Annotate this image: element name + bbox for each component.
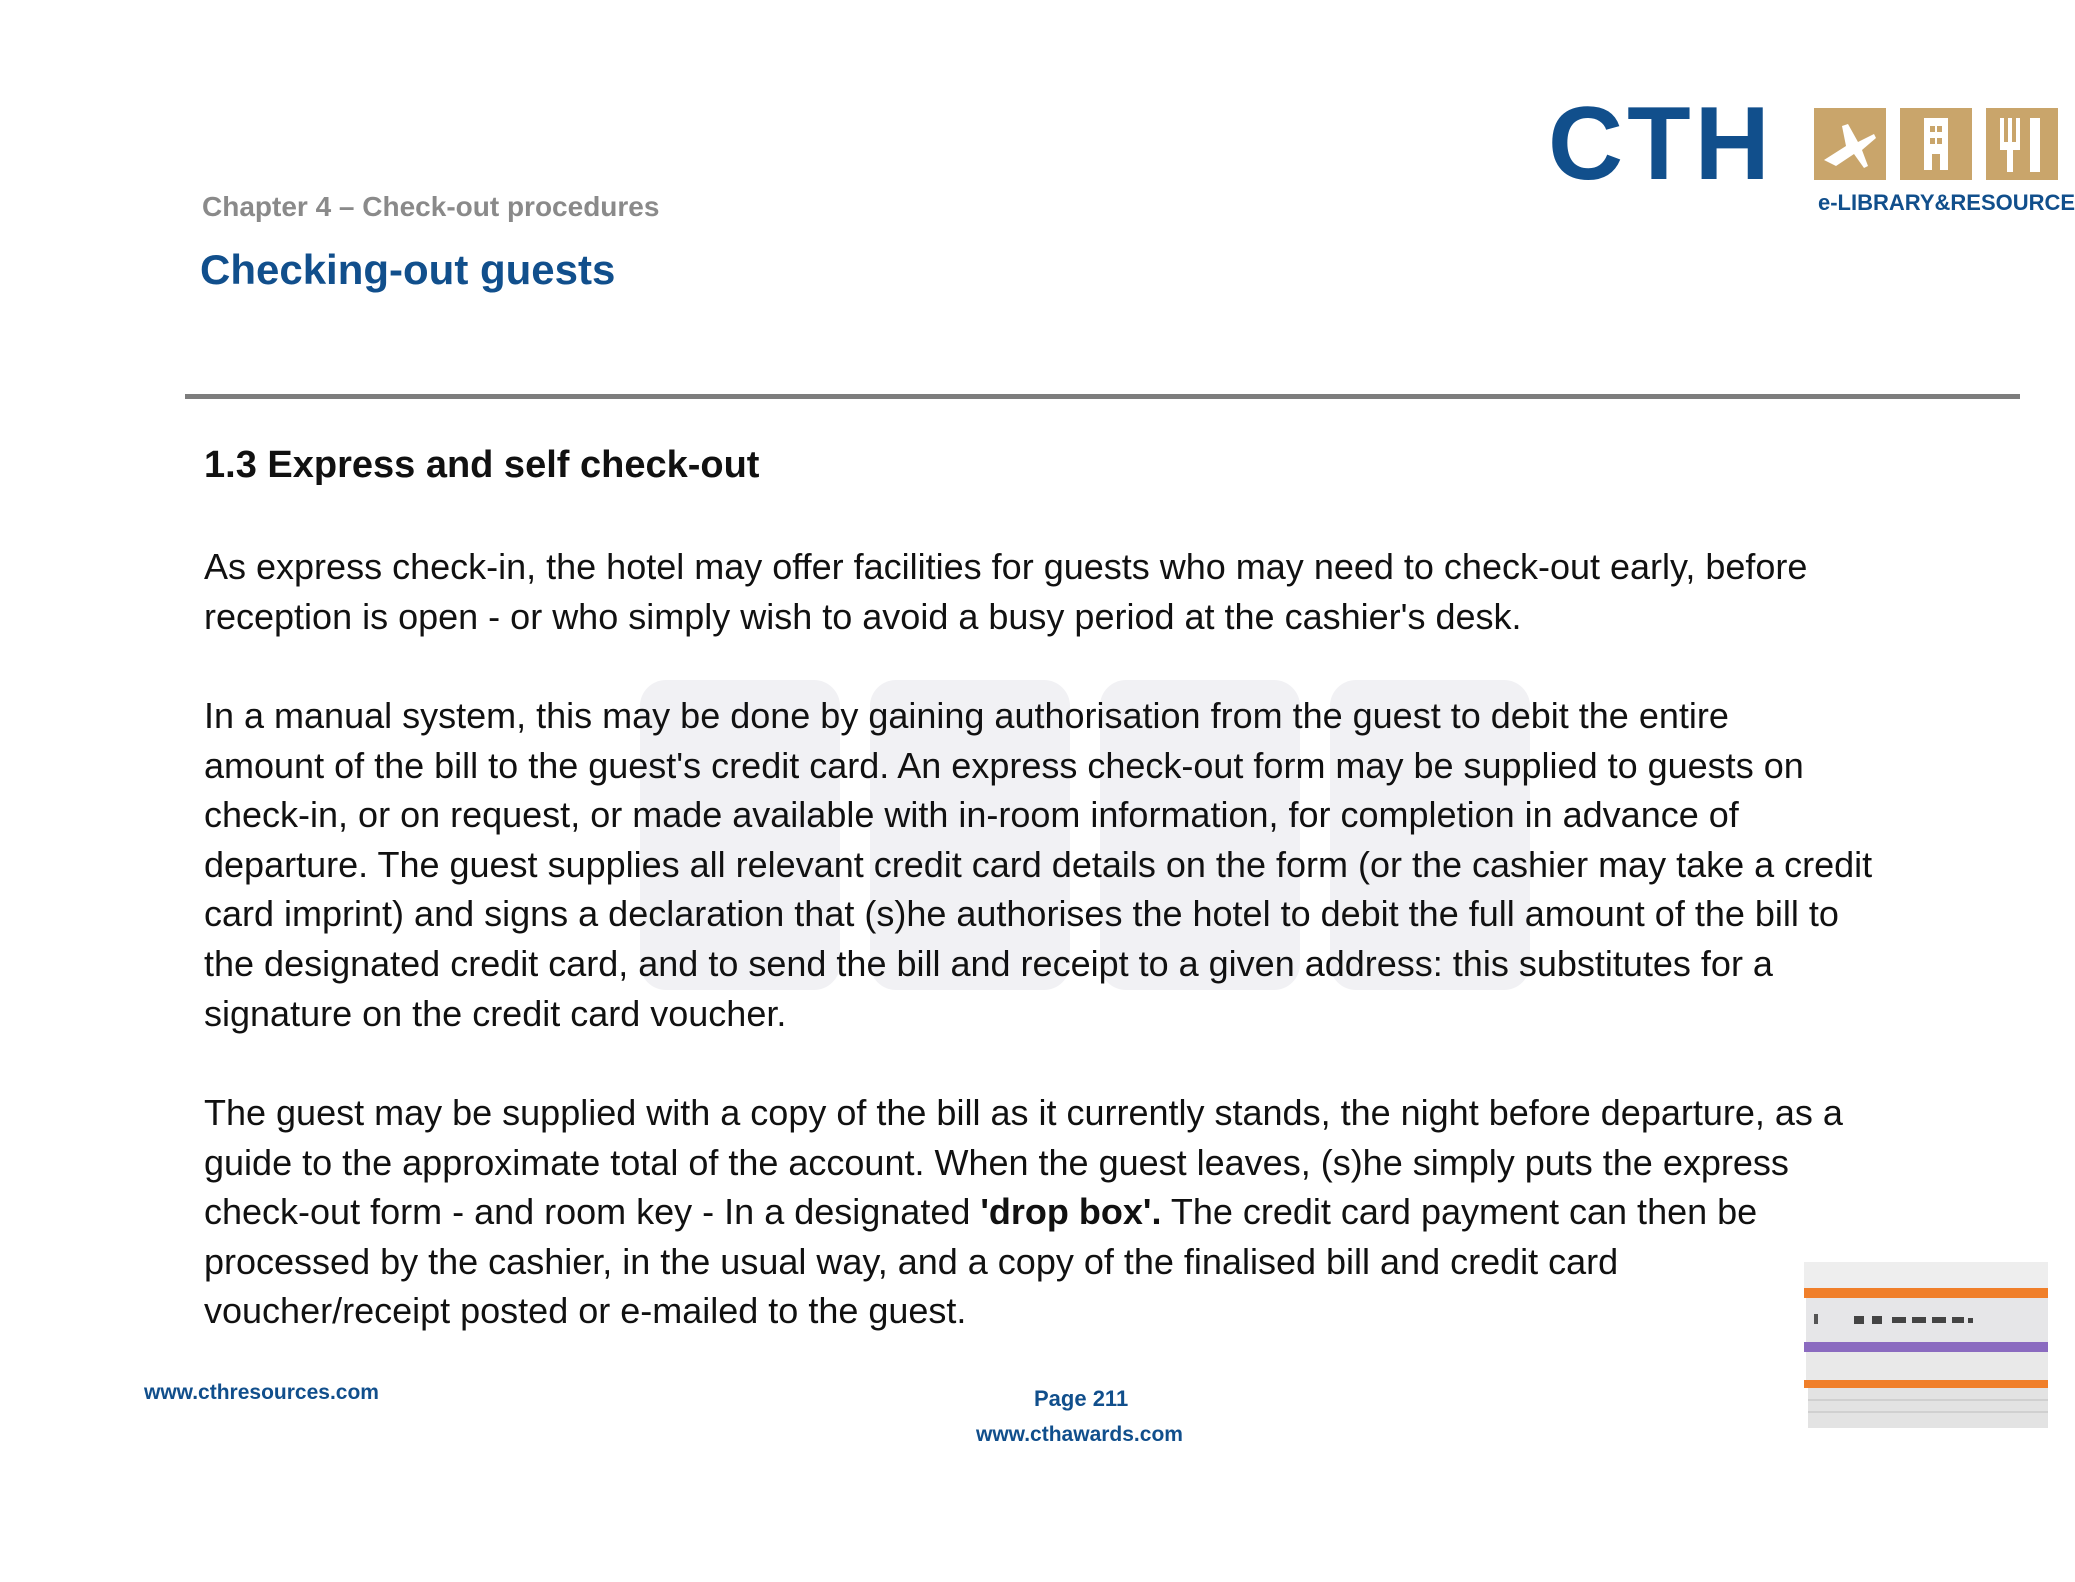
logo-tagline: e-LIBRARY&RESOURCE [1818,190,2075,215]
paragraph-text: The guest may be supplied with a copy of the bill as it currently stands, the night before departure, as a guide to the approximate total of the account. When the guest leaves, (s)he simply puts the express check-out form - and room key - In a designated [204,1092,1843,1233]
section-heading: 1.3 Express and self check-out [204,444,760,486]
paragraph-drop-box [204,1088,2014,1336]
cutlery-icon [1986,108,2058,180]
chapter-label: Chapter 4 – Check-out procedures [202,191,660,222]
header-divider [185,394,2020,399]
paragraph-express-intro: As express check-in, the hotel may offer facilities for guests who may need to check-out early, before reception is open - or who simply wish to avoid a busy period at the cashier's desk. [204,546,1808,637]
hotel-icon [1900,108,1972,180]
footer-awards-url: www.cthawards.com [976,1423,1183,1446]
page-number: Page 211 [1034,1386,1129,1411]
airplane-icon [1814,108,1886,180]
logo-wordmark: CTH [1548,86,1774,202]
footer-resources-url: www.cthresources.com [144,1381,379,1404]
books-image [1800,1262,2048,1432]
page-title: Checking-out guests [200,246,616,293]
paragraph-text: The credit card payment can then be processed by the cashier, in the usual way, and a copy of the finalised bill and credit card voucher/receipt posted or e-mailed to the guest. [204,1191,1758,1332]
drop-box-term: 'drop box'. [980,1191,1162,1233]
paragraph-manual-system: In a manual system, this may be done by gaining authorisation from the guest to debit the entire amount of the bill to the guest's credit card. An express check-out form may be supplied to guests on check-in, or on request, or made available with in-room information, for completion in advance of departure. The guest supplies all relevant credit card details on the form (or the cashier may take a credit card imprint) and signs a declaration that (s)he authorises the hotel to debit the full amount of the bill to the designated credit card, and to send the bill and receipt to a given address: this substitutes for a signature on the credit card voucher. [204,695,1873,1034]
cth-logo [1548,86,2075,220]
